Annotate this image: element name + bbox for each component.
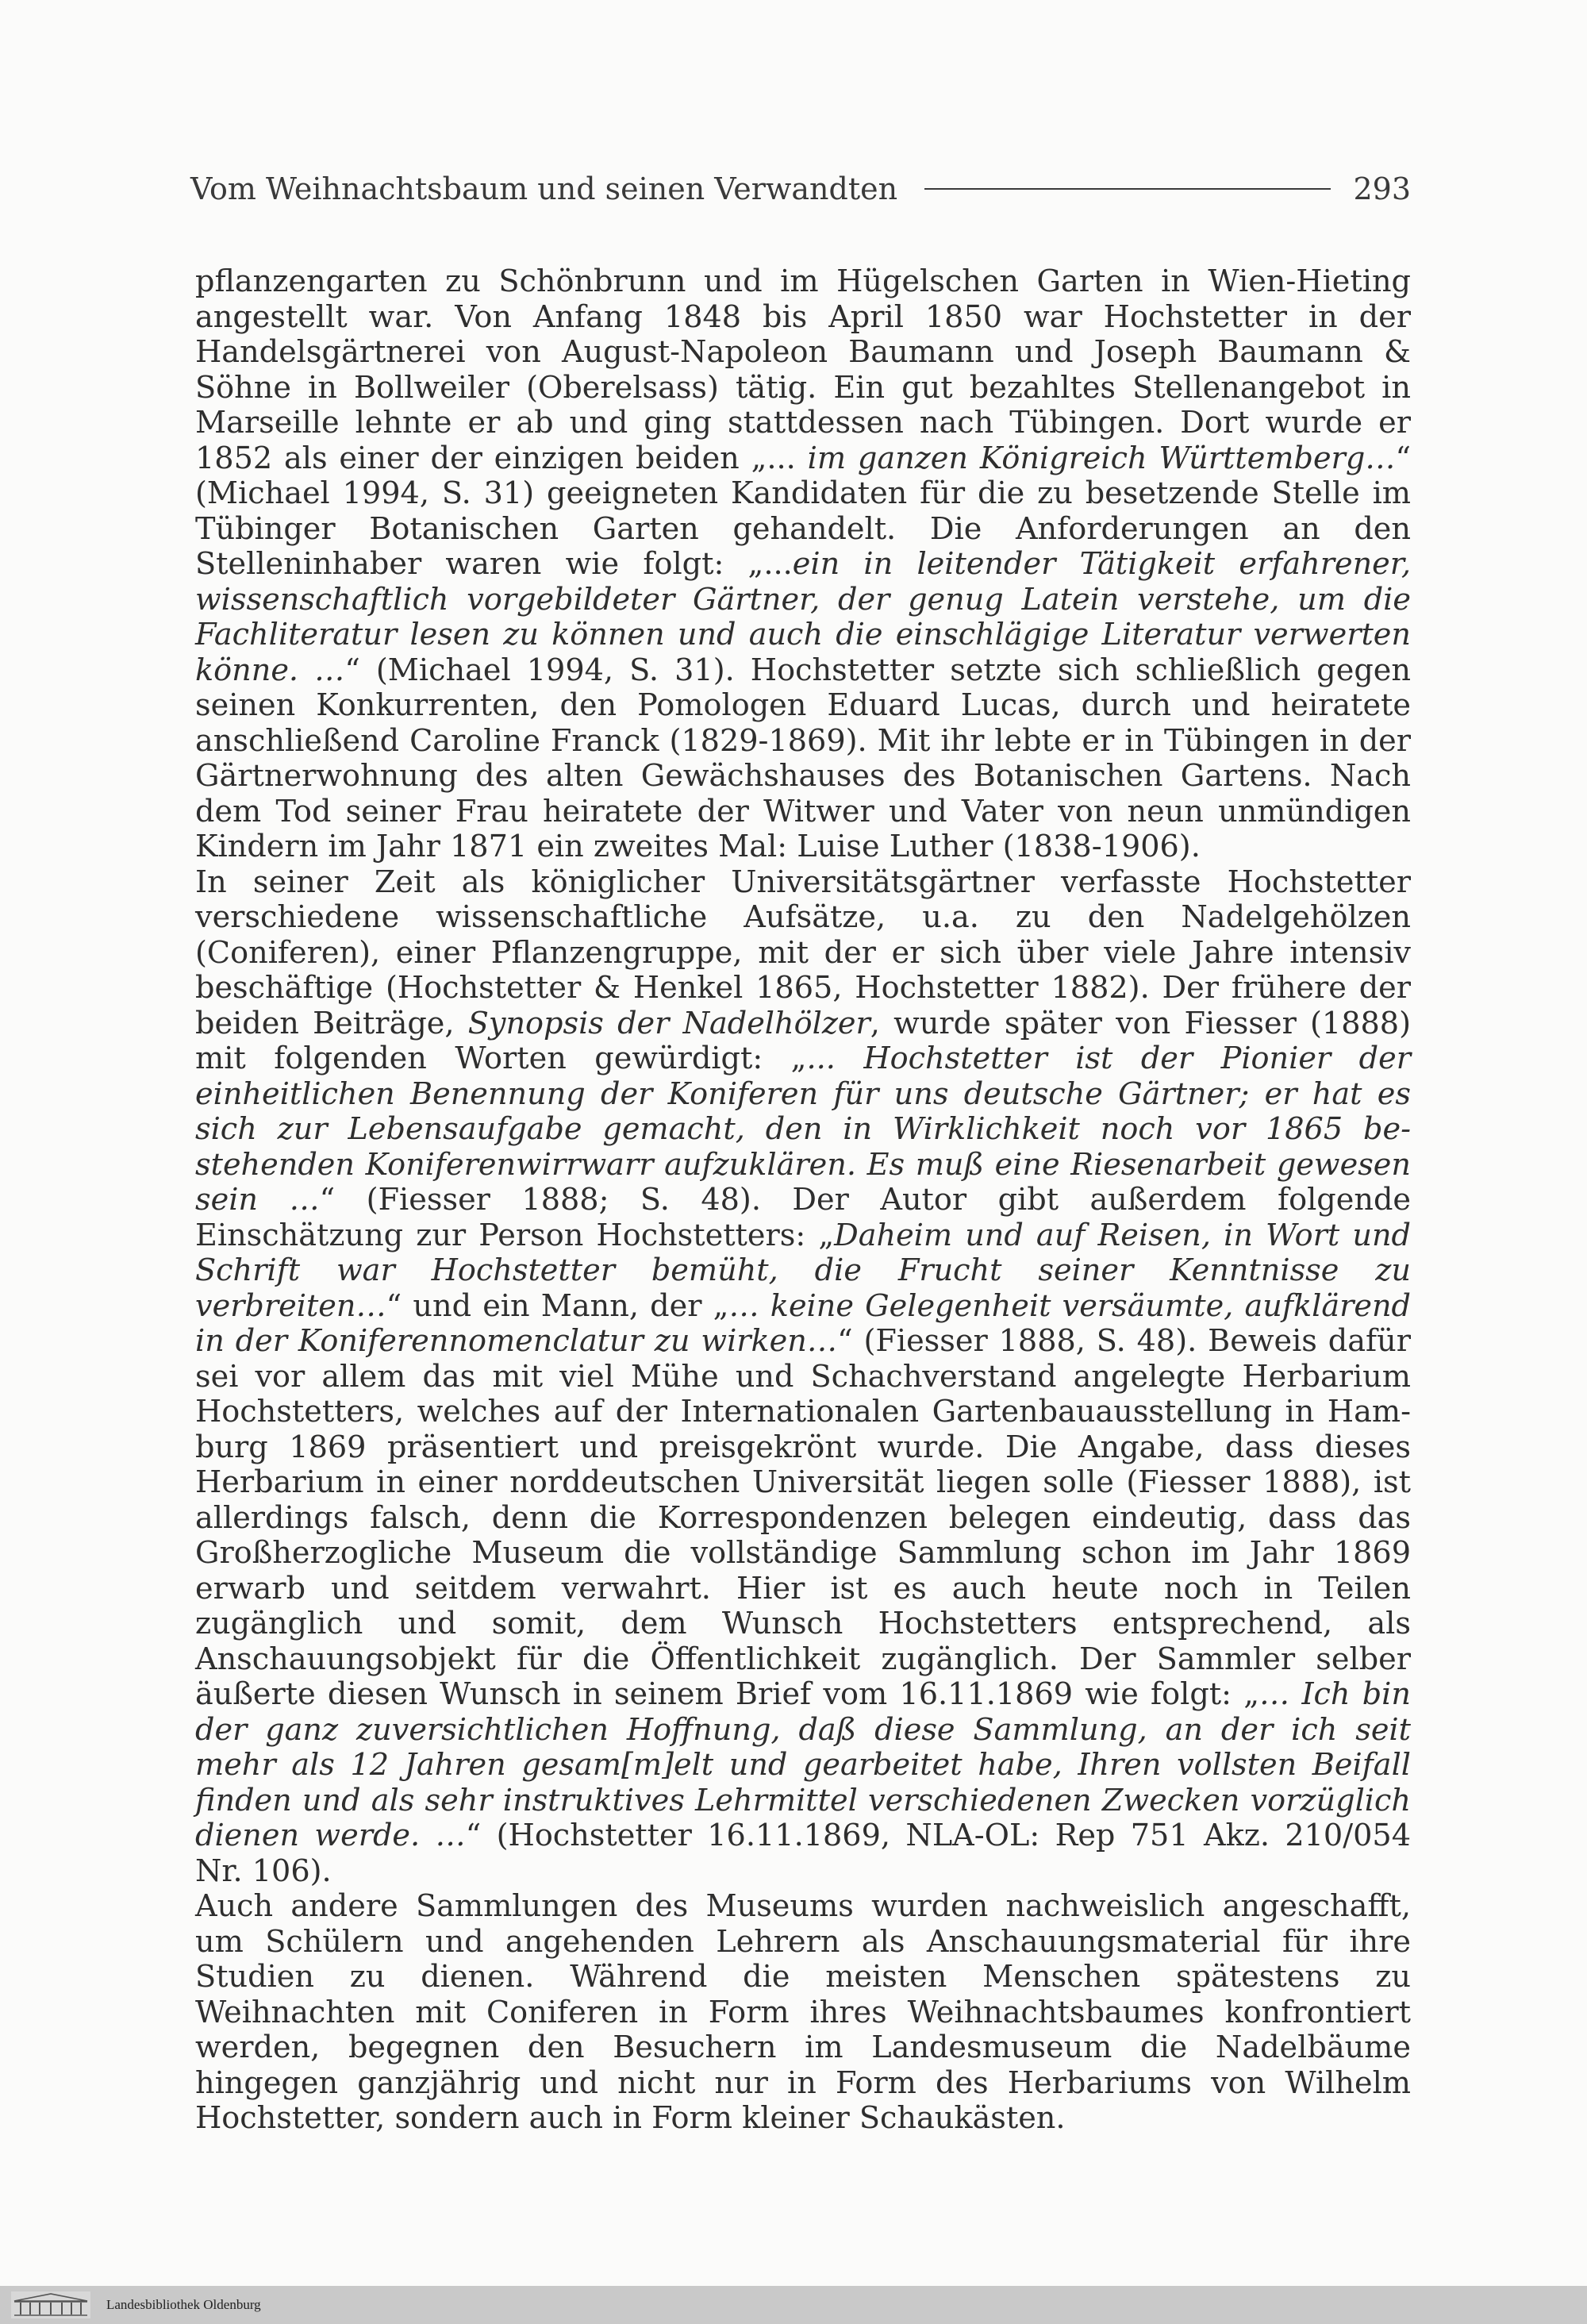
italic-quote: … Ich bin der ganz zuversichtlichen Hoffnung, daß diese Sammlung, an der ich seit mehr als 12 Jahren gesam[m]elt und gearbeitet habe, Ihren vollsten Beifall finden und als sehr instruktives Lehrmittel verschiedenen Zwecken vorzüglich dienen werde. … [195, 1677, 1411, 1853]
text-run: “ (Michael 1994, S. 31) geeigneten Kandidaten für die zu besetzende Stelle im Tübinger Botanischen Garten gehandelt. Die Anforderungen an den Stelleninhaber waren wie folgt: „... [195, 441, 1411, 582]
library-building-icon [11, 2291, 90, 2318]
italic-quote: … keine Gelegenheit versäumte, aufklärend in der Koniferennomenclatur zu wirken… [195, 1288, 1411, 1359]
page-number: 293 [1353, 171, 1411, 206]
body-text [195, 264, 1411, 2137]
text-run: “ (Michael 1994, S. 31). Hochstetter setzte sich schließlich gegen seinen Konkurrenten, den Pomologen Eduard Lucas, durch und heiratete anschließend Caroline Franck (1829-1869). Mit ihr lebte er in Tübingen in der Gärtnerwohnung des alten Gewächshauses des Botanischen Gartens. Nach dem Tod seiner Frau heiratete der Witwer und Vater von neun unmündigen Kindern im Jahr 1871 ein zweites Mal: Luise Luther (1838-1906). [195, 652, 1411, 864]
paragraph [195, 865, 1411, 1890]
text-run: In seiner Zeit als königlicher Universitätsgärtner verfasste Hochstetter verschiedene wissenschaftliche Aufsätze, u.a. zu den Nadelgehölzen (Coniferen), einer Pflanzengruppe, mit der er sich über viele Jahre intensiv beschäftige (Hochstetter & Henkel 1865, Hochstetter 1882). Der frühere der beiden Beiträge, [195, 864, 1411, 1041]
paragraph [195, 1889, 1411, 2137]
text-run: , wurde später von Fiesser (1888) mit folgenden Worten gewürdigt: „ [195, 1006, 1411, 1076]
text-run: “ (Fiesser 1888, S. 48). Beweis dafür sei vor allem das mit viel Mühe und Schachverstand angelegte Herbarium Hochstetters, welches auf der Internationalen Gartenbauausstellung in Hamburg 1869 präsentiert und preisgekrönt wurde. Die Angabe, dass dieses Herbarium in einer norddeutschen Universität liegen solle (Fiesser 1888), ist allerdings falsch, denn die Korrespondenzen belegen eindeutig, dass das Großherzogliche Museum die vollständige Sammlung schon im Jahr 1869 erwarb und seitdem verwahrt. Hier ist es auch heute noch in Teilen zugänglich und somit, dem Wunsch Hochstetters entsprechend, als Anschauungsobjekt für die Öffentlichkeit zugänglich. Der Sammler selber äußerte diesen Wunsch in seinem Brief vom 16.11.1869 wie folgt: „ [195, 1324, 1411, 1712]
italic-title: Synopsis der Nadelhölzer [467, 1006, 870, 1041]
running-header [190, 168, 1411, 210]
library-name: Landesbibliothek Oldenburg [106, 2297, 261, 2312]
text-run: “ (Hochstetter 16.11.1869, NLA-OL: Rep 751 Akz. 210/054 Nr. 106). [195, 1818, 1411, 1889]
italic-quote: ein in leitender Tätigkeit erfahrener, wissenschaftlich vorgebildeter Gärtner, der genug Latein verstehe, um die Fachliteratur lesen zu können und auch die einschlägige Literatur verwerten könne. … [195, 547, 1411, 688]
text-run: Auch andere Sammlungen des Museums wurden nachweislich angeschafft, um Schülern und angehenden Lehrern als Anschauungsmaterial für ihre Studien zu dienen. Während die meisten Menschen spätestens zu Weihnachten mit Coniferen in Form ihres Weihnachtsbaumes konfrontiert werden, begegnen den Besuchern im Landesmuseum die Nadelbäume hingegen ganzjährig und nicht nur in Form des Herbariums von Wilhelm Hochstetter, sondern auch in Form kleiner Schaukästen. [195, 1889, 1411, 2136]
footer-bar [0, 2286, 1587, 2324]
header-rule [924, 188, 1331, 190]
paragraph [195, 264, 1411, 865]
italic-quote: im ganzen Königreich Württemberg… [807, 441, 1396, 476]
text-run: “ (Fiesser 1888; S. 48). Der Autor gibt außerdem folgende Einschätzung zur Person Hochstetters: „ [195, 1183, 1411, 1253]
text-run: pflanzengarten zu Schönbrunn und im Hügelschen Garten in Wien-Hieting angestellt war. Von Anfang 1848 bis April 1850 war Hochstetter in der Handelsgärtnerei von August-Napoleon Baumann und Joseph Baumann & Söhne in Bollweiler (Oberelsass) tätig. Ein gut bezahltes Stellenangebot in Marseille lehnte er ab und ging stattdessen nach Tübingen. Dort wurde er 1852 als einer der einzigen beiden „... [195, 264, 1411, 476]
text-run: “ und ein Mann, der „ [386, 1288, 729, 1324]
running-title: Vom Weihnachtsbaum und seinen Verwandten [190, 171, 898, 206]
italic-quote: Daheim und auf Reisen, in Wort und Schrift war Hochstetter bemüht, die Frucht seiner Kenntnisse zu verbreiten… [195, 1218, 1411, 1324]
italic-quote: ... Hochstetter ist der Pionier der einheitlichen Benennung der Koniferen für uns deutsche Gärtner; er hat es sich zur Lebensaufgabe gemacht, den in Wirklichkeit noch vor 1865 bestehenden Koniferenwirrwarr aufzuklären. Es muß eine Riesenarbeit gewesen sein … [195, 1041, 1411, 1218]
